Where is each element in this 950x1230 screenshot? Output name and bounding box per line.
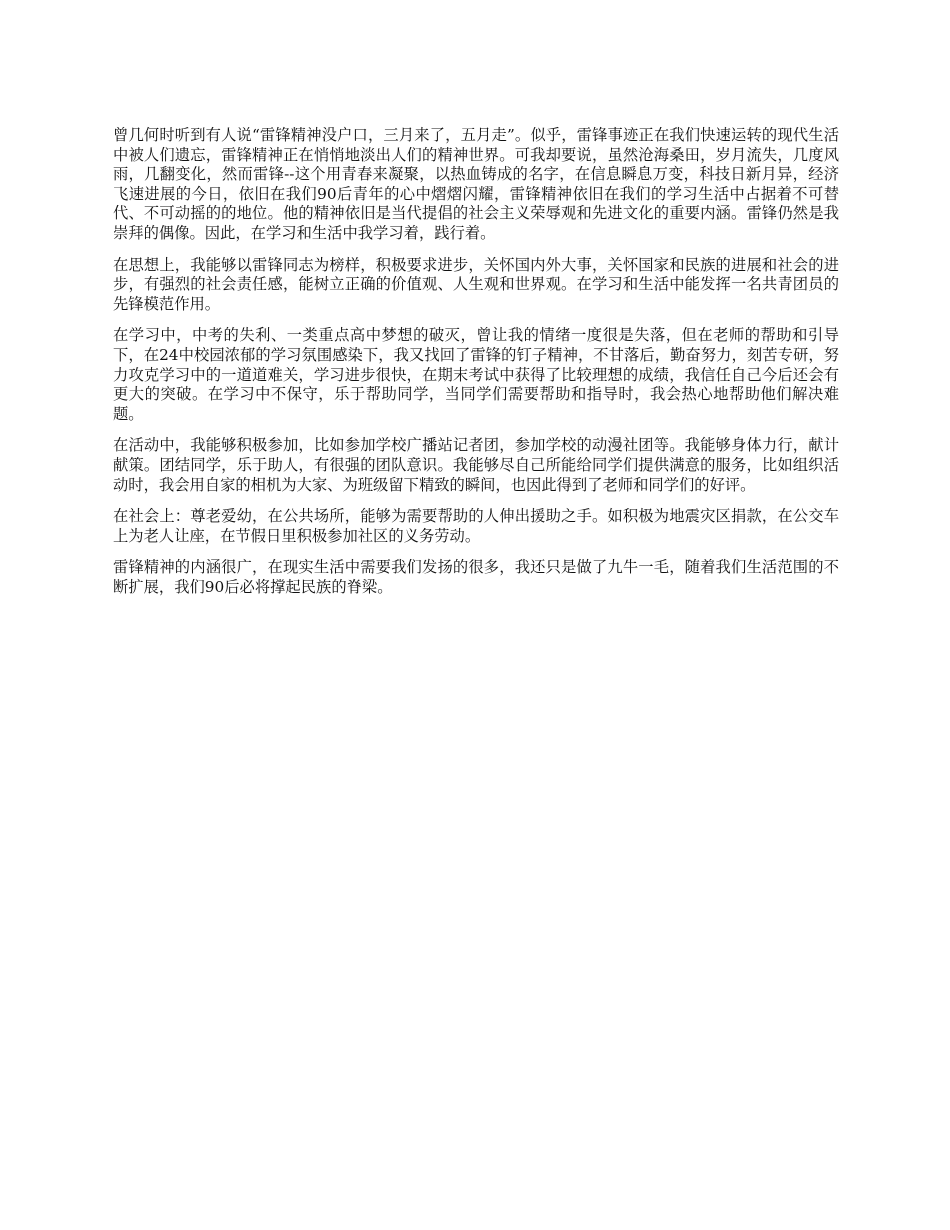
paragraph-thought: 在思想上，我能够以雷锋同志为榜样，积极要求进步，关怀国内外大事，关怀国家和民族的进展和社会的进步，有强烈的社会责任感，能树立正确的价值观、人生观和世界观。在学习和生活中能发挥一名共青团员的先锋模范作用。: [113, 255, 839, 313]
paragraph-intro: 曾几何时听到有人说“雷锋精神没户口，三月来了，五月走”。似乎，雷锋事迹正在我们快速运转的现代生活中被人们遗忘，雷锋精神正在悄悄地淡出人们的精神世界。可我却要说，虽然沧海桑田，岁月流失，几度风雨，几翻变化，然而雷锋--这个用青春来凝聚，以热血铸成的名字，在信息瞬息万变，科技日新月异，经济飞速进展的今日，依旧在我们90后青年的心中熠熠闪耀，雷锋精神依旧在我们的学习生活中占据着不可替代、不可动摇的的地位。他的精神依旧是当代提倡的社会主义荣辱观和先进文化的重要内涵。雷锋仍然是我崇拜的偶像。因此，在学习和生活中我学习着，践行着。: [113, 126, 839, 242]
paragraph-society: 在社会上：尊老爱幼，在公共场所，能够为需要帮助的人伸出援助之手。如积极为地震灾区捐款，在公交车上为老人让座，在节假日里积极参加社区的义务劳动。: [113, 507, 839, 545]
paragraph-conclusion: 雷锋精神的内涵很广，在现实生活中需要我们发扬的很多，我还只是做了九牛一毛，随着我们生活范围的不断扩展，我们90后必将撑起民族的脊梁。: [113, 558, 839, 596]
paragraph-activities: 在活动中，我能够积极参加，比如参加学校广播站记者团，参加学校的动漫社团等。我能够身体力行，献计献策。团结同学，乐于助人，有很强的团队意识。我能够尽自己所能给同学们提供满意的服务，比如组织活动时，我会用自家的相机为大家、为班级留下精致的瞬间，也因此得到了老师和同学们的好评。: [113, 436, 839, 494]
paragraph-study: 在学习中，中考的失利、一类重点高中梦想的破灭，曾让我的情绪一度很是失落，但在老师的帮助和引导下，在24中校园浓郁的学习氛围感染下，我又找回了雷锋的钉子精神，不甘落后，勤奋努力，刻苦专研，努力攻克学习中的一道道难关，学习进步很快，在期末考试中获得了比较理想的成绩，我信任自己今后还会有更大的突破。在学习中不保守，乐于帮助同学，当同学们需要帮助和指导时，我会热心地帮助他们解决难题。: [113, 326, 839, 423]
document-body: [113, 126, 839, 609]
